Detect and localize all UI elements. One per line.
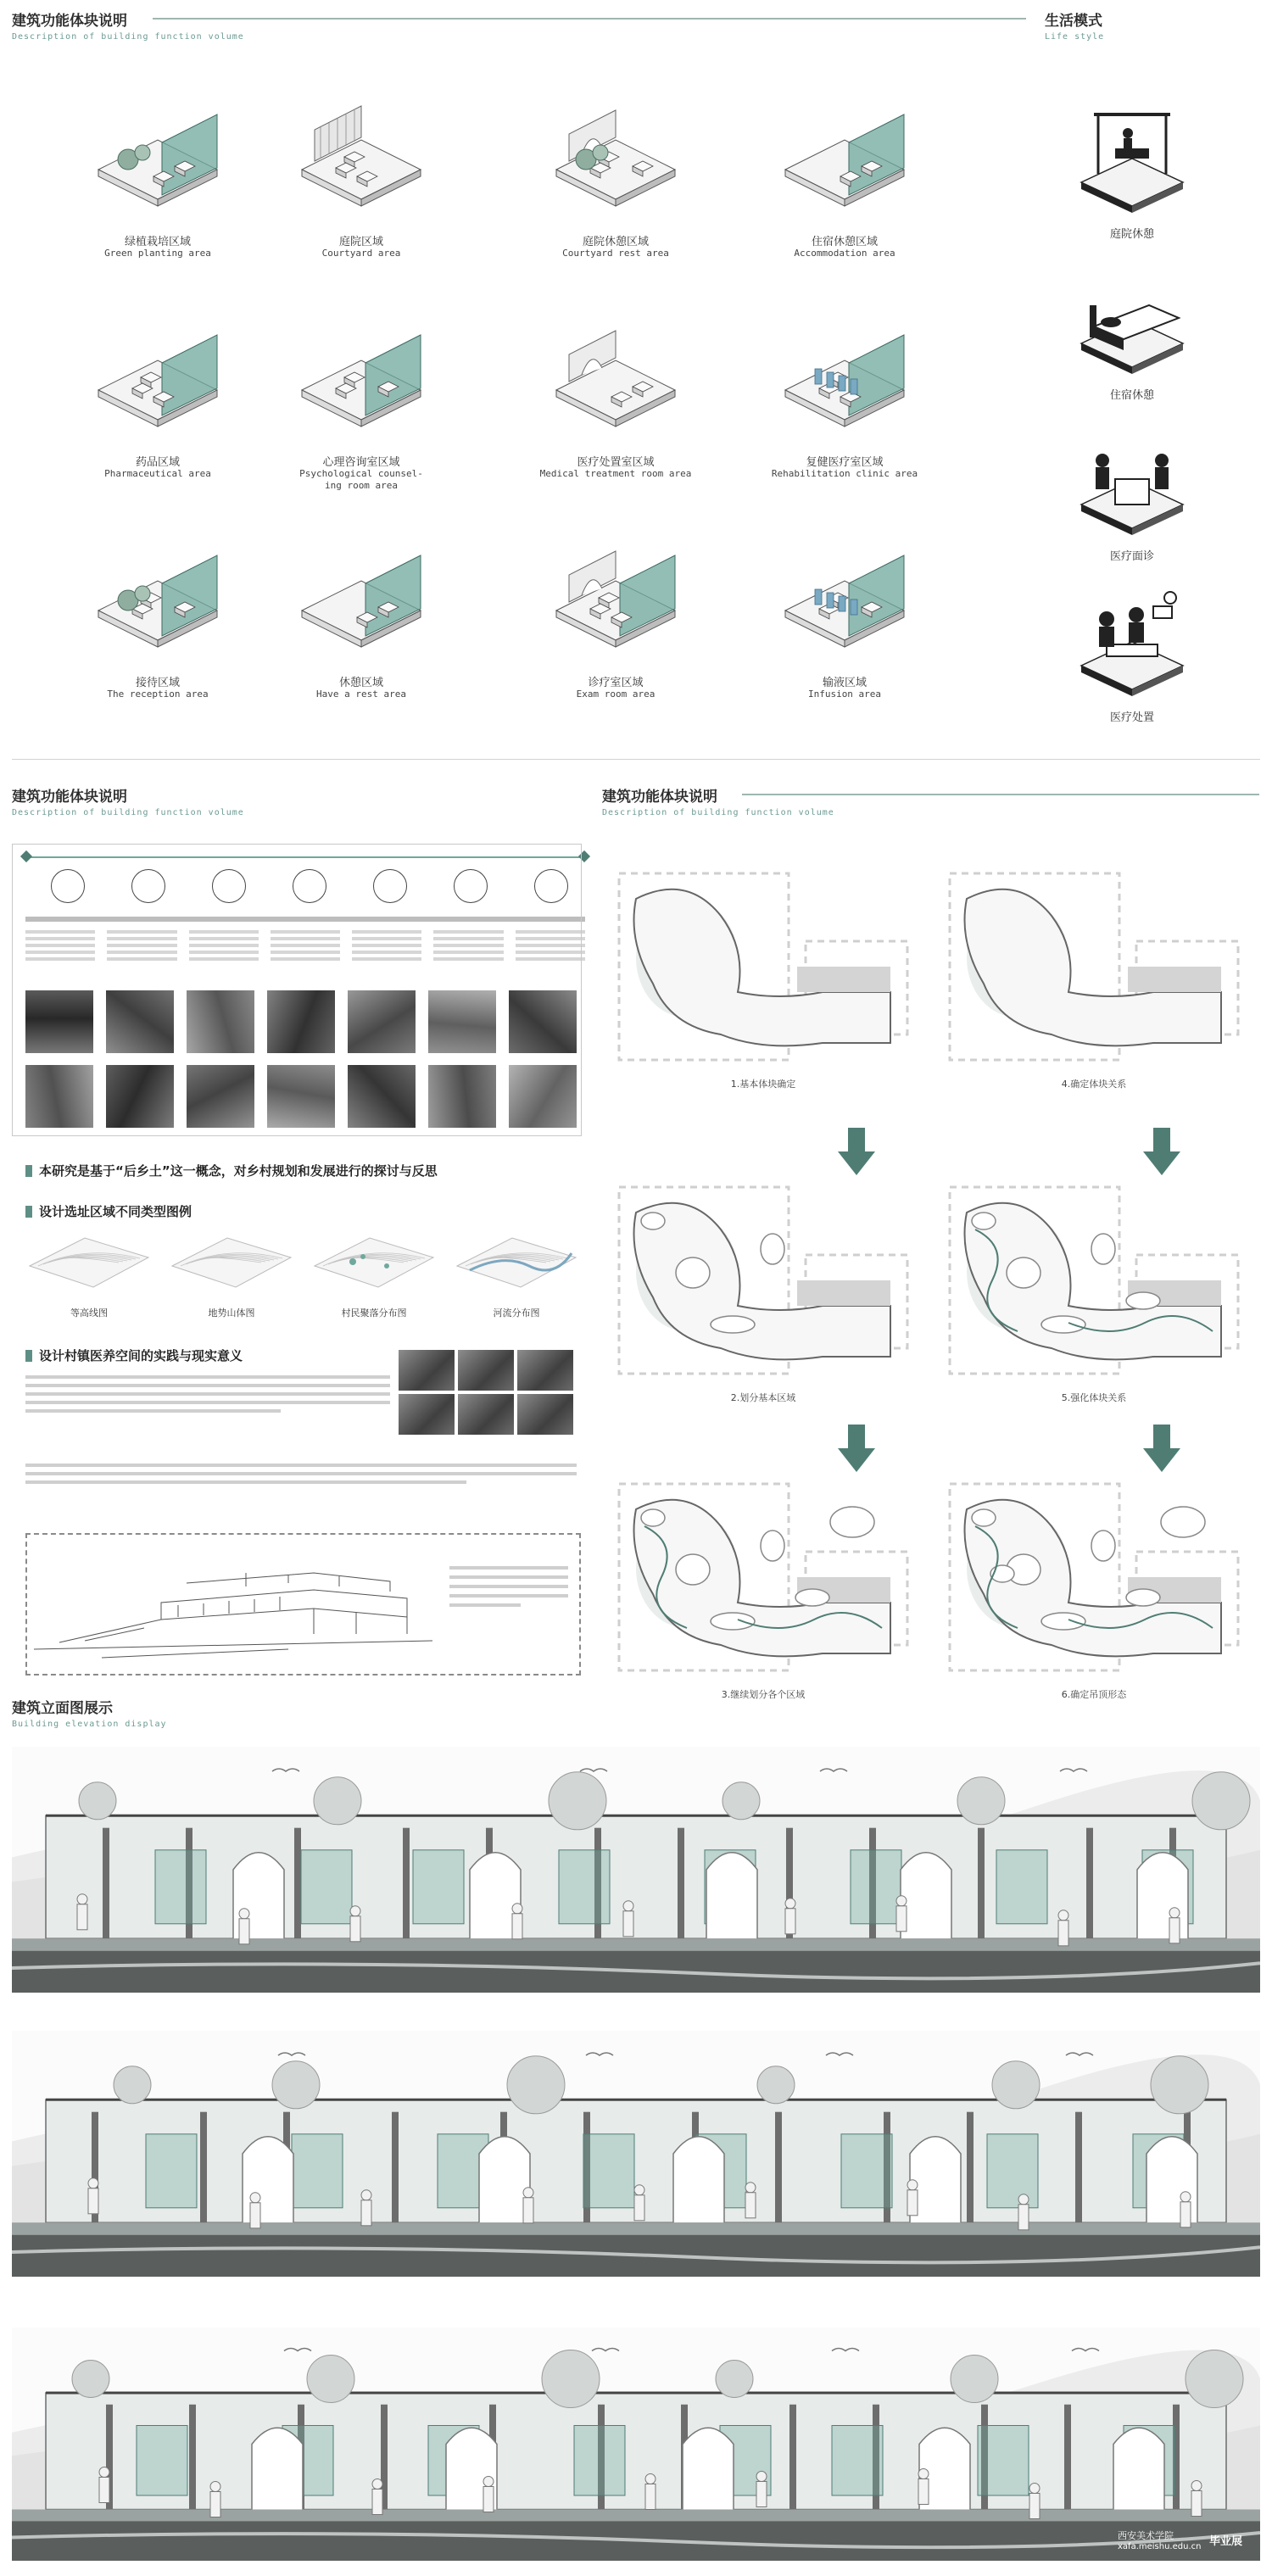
research-photo [348,990,416,1053]
section2-right-header [602,784,834,817]
practice-photo-3 [517,1350,573,1391]
elevation-drawing-2 [12,2031,1260,2277]
practice-photo-2 [458,1350,514,1391]
function-module-12 [760,517,929,733]
surgery-icon [1073,581,1191,700]
building-sketch [34,1539,432,1670]
heading-terrain-legend: 设计选址区域不同类型图例 [25,1202,192,1220]
elevation-drawing-3 [12,2328,1260,2561]
section-divider [12,759,1260,760]
practice-text-lines [25,1370,390,1430]
function-module-7 [531,297,700,513]
down-arrow-icon [1143,1425,1180,1472]
strip-diamond-right [578,850,590,862]
volume-step-2 [941,865,1255,1077]
life-style-label: 医疗处置 [1109,711,1154,724]
watermark-school: 西安美术学院 [1118,2530,1174,2541]
watermark [1118,2527,1262,2562]
function-module-3 [531,76,700,293]
research-photo [428,990,496,1053]
module-label-en: Pharmaceutical area [104,468,211,479]
research-photo [187,1065,254,1128]
down-arrow-icon [1143,1128,1180,1175]
life-style-item-2 [1052,259,1213,415]
research-photo [348,1065,416,1128]
practice-photo-1 [399,1350,455,1391]
heading-post-vernacular: 本研究是基于“后乡土”这一概念，对乡村规划和发展进行的探讨与反思 [25,1162,438,1179]
module-label-en: Have a rest area [316,689,406,700]
volume-step-label: 6.确定吊顶形态 [1061,1689,1127,1700]
heading-practice-significance: 设计村镇医养空间的实践与现实意义 [25,1347,243,1364]
volume-step-label: 3.继续划分各个区域 [721,1689,806,1700]
terrain-map-4 [453,1228,580,1296]
function-module-10 [276,517,446,733]
medical-treatment-module-icon [539,297,692,449]
volume-step-label: 2.划分基本区域 [730,1392,796,1403]
life-style-label: 庭院休憩 [1109,228,1154,241]
down-arrow-icon [838,1425,875,1472]
consultation-icon [1073,420,1191,538]
green-planting-module-icon [81,76,234,229]
module-label-cn: 输液区域 [822,677,867,689]
infusion-module-icon [768,517,921,670]
volume-step-6 [941,1475,1255,1687]
terrain-label: 等高线图 [70,1308,108,1319]
section3-header [12,1696,167,1729]
function-module-1 [73,76,243,293]
research-photo [509,1065,577,1128]
practice-text-lines-2 [25,1458,577,1501]
terrain-label: 河流分布图 [493,1308,540,1319]
practice-photo-4 [399,1394,455,1435]
life-style-subtitle: Life style [1045,32,1105,42]
practice-photo-5 [458,1394,514,1435]
strip-diamond-left [20,850,32,862]
section2-left-header [12,784,244,817]
volume-step-3 [611,1179,924,1391]
research-text-lines [25,912,585,988]
section1-rule [153,18,1026,20]
function-module-2 [276,76,446,293]
volume-step-5 [611,1475,924,1687]
module-label-cn: 药品区域 [135,456,180,469]
section2-right-rule [742,794,1259,795]
research-photo [267,990,335,1053]
module-label-en: Courtyard area [321,248,401,259]
psychological-module-icon [285,297,438,449]
terrain-label: 村民聚落分布图 [341,1308,407,1319]
life-style-item-1 [1052,98,1213,254]
courtyard-rest-module-icon [539,76,692,229]
research-photo [25,990,93,1053]
module-label-en: Accommodation area [794,248,895,259]
volume-diagram [611,865,916,1068]
volume-step-label: 5.强化体块关系 [1061,1392,1127,1403]
section3-subtitle: Building elevation display [12,1720,167,1729]
module-label-cn: 诊疗室区域 [588,677,644,689]
module-label-cn: 休憩区域 [338,677,383,689]
life-style-header [1045,8,1104,42]
terrain-map-2 [168,1228,295,1296]
research-photo [509,990,577,1053]
life-style-item-3 [1052,420,1213,577]
pharmaceutical-module-icon [81,297,234,449]
section2-left-subtitle: Description of building function volume [12,808,244,817]
section2-left-title: 建筑功能体块说明 [12,789,127,806]
module-label-cn: 心理咨询室区域 [322,456,400,469]
module-label-en: The reception area [107,689,209,700]
icon-3-icon [212,869,246,903]
icon-7-icon [534,869,568,903]
volume-step-4 [941,1179,1255,1391]
courtyard-swing-icon [1073,98,1191,216]
research-photo [428,1065,496,1128]
module-label-en: Infusion area [807,689,882,700]
terrain-map-3 [310,1228,438,1296]
section3-title: 建筑立面图展示 [12,1700,113,1717]
module-label-en: Medical treatment room area [539,468,692,479]
icon-5-icon [373,869,407,903]
section2-right-subtitle: Description of building function volume [602,808,834,817]
module-label-cn: 医疗处置室区域 [577,456,655,469]
icon-4-icon [293,869,326,903]
icon-6-icon [454,869,488,903]
volume-diagram [941,1475,1247,1679]
terrain-label: 地势山体图 [208,1308,255,1319]
function-module-5 [73,297,243,513]
module-label-cn: 住宿休憩区域 [811,236,878,248]
module-label-cn: 接待区域 [135,677,180,689]
research-icon-strip [25,856,585,858]
module-label-cn: 绿植栽培区域 [124,236,191,248]
life-style-title: 生活模式 [1045,13,1102,30]
function-module-9 [73,517,243,733]
module-label-cn: 庭院区域 [338,236,383,248]
life-style-item-4 [1052,581,1213,738]
life-style-label: 医疗面诊 [1109,550,1154,563]
practice-photo-6 [517,1394,573,1435]
section1-subtitle: Description of building function volume [12,32,244,42]
function-module-8 [760,297,929,513]
research-photo [106,1065,174,1128]
section2-right-title: 建筑功能体块说明 [602,789,717,806]
volume-step-1 [611,865,924,1077]
section1-title: 建筑功能体块说明 [12,13,127,30]
rest-module-icon [285,517,438,670]
rehabilitation-module-icon [768,297,921,449]
volume-diagram [941,1179,1247,1382]
volume-step-label: 1.基本体块确定 [730,1079,796,1090]
reception-module-icon [81,517,234,670]
module-label-en: Courtyard rest area [562,248,669,259]
courtyard-module-icon [285,76,438,229]
research-photo [267,1065,335,1128]
bed-rest-icon [1073,259,1191,377]
exam-room-module-icon [539,517,692,670]
function-module-4 [760,76,929,293]
module-label-cn: 复健医疗室区域 [806,456,884,469]
volume-diagram [611,1475,916,1679]
down-arrow-icon [838,1128,875,1175]
volume-diagram [611,1179,916,1382]
sketch-text-lines [449,1560,568,1628]
research-photo [25,1065,93,1128]
section1-header [12,8,244,42]
function-module-11 [531,517,700,733]
research-photo [106,990,174,1053]
watermark-badge: 毕业展 [1209,2535,1243,2548]
life-style-label: 住宿休憩 [1109,389,1154,402]
module-label-en: Green planting area [104,248,211,259]
module-label-cn: 庭院休憩区域 [582,236,649,248]
elevation-drawing-1 [12,1747,1260,1993]
research-photo [187,990,254,1053]
volume-diagram [941,865,1247,1068]
terrain-map-1 [25,1228,153,1296]
module-label-en: Exam room area [576,689,656,700]
module-label-en: Psychological counsel- ing room area [299,468,423,491]
accommodation-module-icon [768,76,921,229]
icon-1-icon [51,869,85,903]
function-module-6 [276,297,446,513]
module-label-en: Rehabilitation clinic area [771,468,918,479]
watermark-url: xafa.meishu.edu.cn [1118,2542,1202,2551]
volume-step-label: 4.确定体块关系 [1061,1079,1127,1090]
icon-2-icon [131,869,165,903]
